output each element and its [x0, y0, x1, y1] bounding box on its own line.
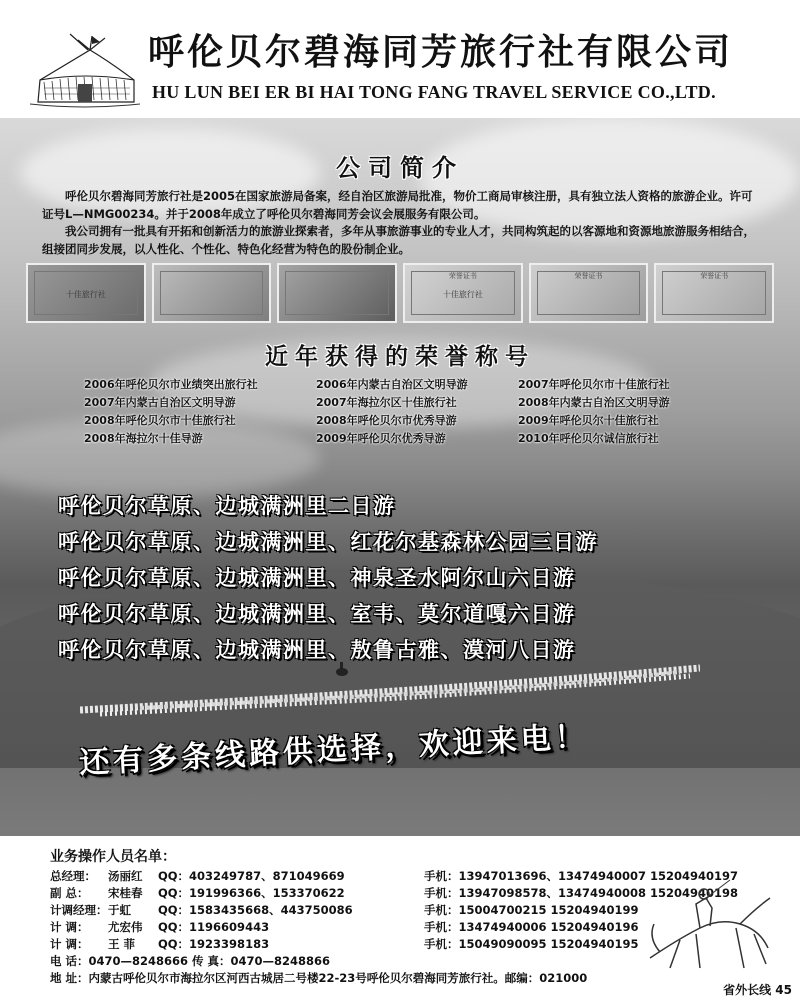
certificate-photo: 荣誉证书 十佳旅行社 [403, 263, 523, 323]
intro-heading: 公司简介 [336, 154, 464, 182]
tour-route: 呼伦贝尔草原、边城满洲里、敖鲁古雅、漠河八日游 [58, 638, 576, 662]
honor-item: 2009年呼伦贝尔十佳旅行社 [518, 414, 659, 427]
honor-item: 2007年呼伦贝尔市十佳旅行社 [518, 378, 670, 391]
certificate-photo: 十佳旅行社 [26, 263, 146, 323]
honor-item: 2010年呼伦贝尔诚信旅行社 [518, 432, 659, 445]
address: 地 址：内蒙古呼伦贝尔市海拉尔区河西古城居二号楼22-23号呼伦贝尔碧海同芳旅行社。邮编：021000 [50, 971, 588, 985]
honor-item: 2006年内蒙古自治区文明导游 [316, 378, 468, 391]
staff-row: 计 调： 王 菲 QQ：1923398183 手机：15049090095 15204940195 [50, 937, 639, 951]
honor-item: 2007年内蒙古自治区文明导游 [84, 396, 236, 409]
certificate-photo: 荣誉证书 [654, 263, 774, 323]
honor-item: 2008年海拉尔十佳导游 [84, 432, 203, 445]
honor-item: 2008年呼伦贝尔市十佳旅行社 [84, 414, 236, 427]
certificate-photo-strip [26, 263, 774, 325]
trophy-photo [277, 263, 397, 323]
honor-item: 2006年呼伦贝尔市业绩突出旅行社 [84, 378, 258, 391]
company-name-en: HU LUN BEI ER BI HAI TONG FANG TRAVEL SERVICE CO.,LTD. [152, 82, 716, 102]
tour-route: 呼伦贝尔草原、边城满洲里、红花尔基森林公园三日游 [58, 530, 598, 554]
certificate-photo [152, 263, 272, 323]
sheep-flock-icon [80, 658, 700, 728]
honor-item: 2007年海拉尔区十佳旅行社 [316, 396, 457, 409]
honor-item: 2008年内蒙古自治区文明导游 [518, 396, 670, 409]
certificate-photo: 荣誉证书 [529, 263, 649, 323]
page-footer: 省外长线 45 [723, 983, 792, 997]
phone-fax: 电 话：0470—8248666 传 真：0470—8248866 [50, 954, 331, 968]
tour-route: 呼伦贝尔草原、边城满洲里、室韦、莫尔道嘎六日游 [58, 602, 576, 626]
tour-route: 呼伦贝尔草原、边城满洲里、神泉圣水阿尔山六日游 [58, 566, 576, 590]
tour-routes-list [58, 488, 778, 668]
honor-item: 2008年呼伦贝尔市优秀导游 [316, 414, 457, 427]
header [0, 0, 800, 118]
staff-row: 计调经理：于虹 QQ：1583435668、443750086 手机：15004700215 15204940199 [50, 903, 639, 917]
contacts-heading: 业务操作人员名单： [50, 849, 176, 865]
staff-row: 计 调： 尤宏伟 QQ：1196609443 手机：13474940006 15204940196 [50, 920, 639, 934]
honors-heading: 近年获得的荣誉称号 [265, 344, 535, 370]
horse-rider-sketch-icon [640, 868, 780, 978]
intro-text [42, 188, 758, 258]
yurt-logo-icon [30, 32, 140, 112]
intro-paragraph-2: 我公司拥有一批具有开拓和创新活力的旅游业探索者，多年从事旅游事业的专业人才，共同构筑起的以客源地和资源地旅游服务相结合，组接团同步发展，以人性化、个性化、特色化经营为特色的股份制企业。 [42, 224, 755, 256]
staff-row: 副 总： 宋桂春 QQ：191996366、153370622 手机：13947098578、13474940008 15204940198 [50, 886, 739, 900]
tour-route: 呼伦贝尔草原、边城满洲里二日游 [58, 494, 396, 518]
slogan: 还有多条线路供选择，欢迎来电！ [78, 719, 590, 781]
staff-row: 总经理： 汤丽红 QQ：403249787、871049669 手机：13947013696、13474940007 15204940197 [50, 869, 739, 883]
intro-paragraph-1: 呼伦贝尔碧海同芳旅行社是2005在国家旅游局备案，经自治区旅游局批准，物价工商局审核注册，具有独立法人资格的旅游企业。许可证号L—NMG00234。并于2008年成立了呼伦贝尔碧海同芳会议会展服务有限公司。 [42, 189, 753, 221]
company-name-cn: 呼伦贝尔碧海同芳旅行社有限公司 [148, 31, 734, 73]
honors-list [84, 376, 744, 447]
honor-item: 2009年呼伦贝尔优秀导游 [316, 432, 446, 445]
